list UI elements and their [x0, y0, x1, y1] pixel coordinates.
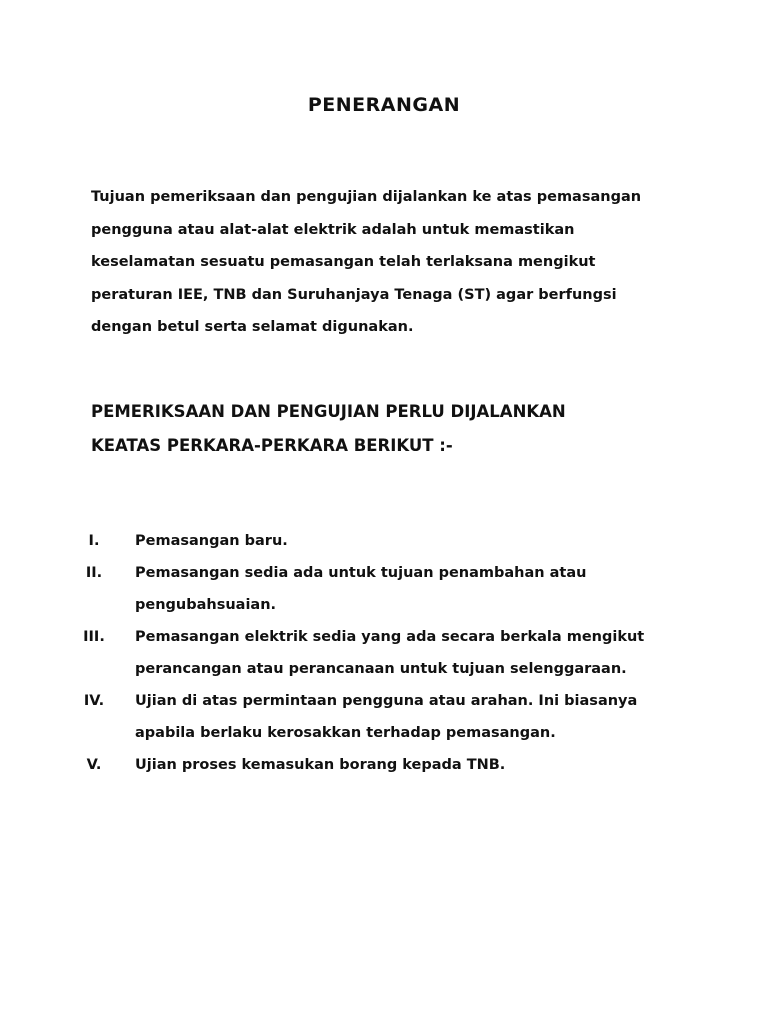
intro-paragraph [91, 181, 671, 344]
list-item [0, 525, 768, 557]
list-item-numeral: IV. [83, 693, 105, 709]
intro-line: dengan betul serta selamat digunakan. [91, 319, 414, 335]
list-item [0, 685, 768, 749]
list-item-line: Ujian di atas permintaan pengguna atau arahan. Ini biasanya [135, 693, 638, 709]
page-title: PENERANGAN [307, 94, 461, 116]
intro-line: pengguna atau alat-alat elektrik adalah untuk memastikan [91, 221, 575, 238]
list-item-line: Pemasangan sedia ada untuk tujuan penambahan atau [135, 565, 587, 581]
intro-line: keselamatan sesuatu pemasangan telah terlaksana mengikut [91, 254, 596, 270]
list-item-line: apabila berlaku kerosakkan terhadap pemasangan. [135, 725, 556, 741]
list-item-line: Ujian proses kemasukan borang kepada TNB. [135, 757, 506, 773]
intro-line: peraturan IEE, TNB dan Suruhanjaya Tenaga (ST) agar berfungsi [91, 286, 617, 303]
list-item-text [135, 525, 768, 557]
list-item-line: Pemasangan baru. [135, 533, 288, 549]
list-item-line: pengubahsuaian. [135, 597, 277, 613]
list-item-text [135, 749, 768, 781]
list-item-text [135, 557, 768, 621]
list-item [0, 557, 768, 621]
list-item [0, 621, 768, 685]
list-item-numeral: III. [83, 629, 105, 645]
list-item [0, 749, 768, 781]
list-item-line: Pemasangan elektrik sedia yang ada secara berkala mengikut [135, 629, 645, 645]
list-item-numeral: V. [86, 757, 102, 773]
section-heading [91, 395, 691, 463]
list-item-numeral: I. [88, 533, 100, 549]
list-item-text [135, 621, 768, 685]
intro-line: Tujuan pemeriksaan dan pengujian dijalankan ke atas pemasangan [91, 189, 642, 205]
list-item-numeral: II. [85, 565, 103, 581]
list-item-text [135, 685, 768, 749]
numbered-list [0, 525, 768, 781]
list-item-line: perancangan atau perancanaan untuk tujuan selenggaraan. [135, 661, 627, 677]
section-heading-line: KEATAS PERKARA-PERKARA BERIKUT :- [91, 436, 453, 455]
section-heading-line: PEMERIKSAAN DAN PENGUJIAN PERLU DIJALANKAN [91, 402, 566, 421]
